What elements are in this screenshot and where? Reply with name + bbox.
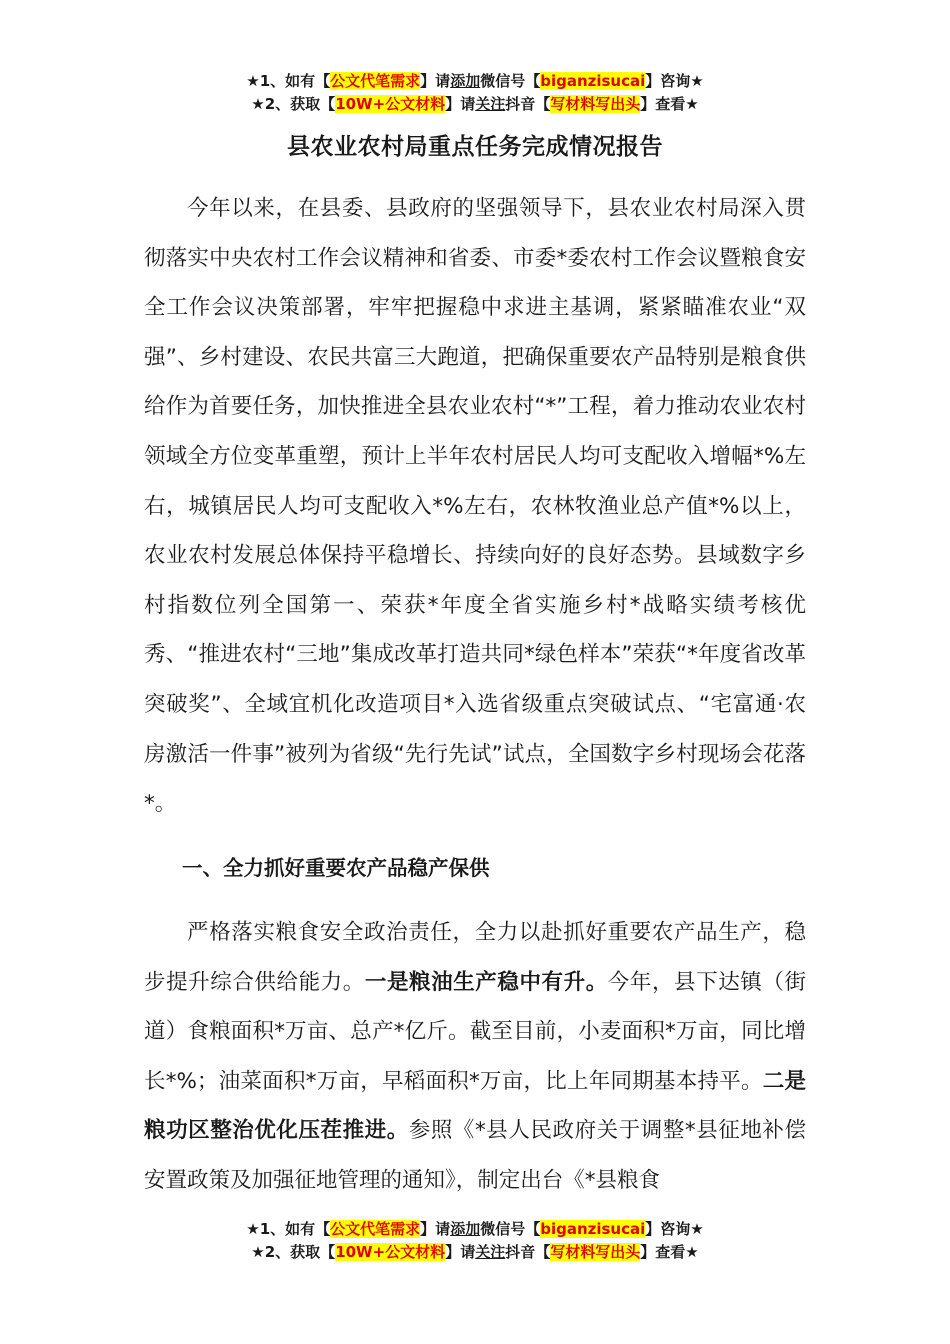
promo-text: 微信号【 [480,1220,541,1238]
promo-line-2 [0,1241,950,1264]
paragraph-text: 参照《*县人民政府关于调整*县征地补偿安置政策及加强征地管理的通知》，制定出台《*县粮食 [144,1118,806,1193]
promo-line-1 [0,70,950,93]
promo-text: 】请 [420,1220,451,1238]
paragraph-intro: 今年以来，在县委、县政府的坚强领导下，县农业农村局深入贯彻落实中央农村工作会议精神和省委、市委*委农村工作会议暨粮食安全工作会议决策部署，牢牢把握稳中求进主基调，紧紧瞄准农业“双强”、乡村建设、农民共富三大跑道，把确保重要农产品特别是粮食供给作为首要任务，加快推进全县农业农村“*”工程，着力推动农业农村领域全方位变革重塑，预计上半年农村居民人均可支配收入增幅*%左右，城镇居民人均可支配收入*%左右，农林牧渔业总产值*%以上，农业农村发展总体保持平稳增长、持续向好的良好态势。县域数字乡村指数位列全国第一、荣获*年度全省实施乡村*战略实绩考核优秀、“推进农村“三地”集成改革打造共同*绿色样本”荣获“*年度省改革突破奖”、全域宜机化改造项目*入选省级重点突破试点、“宅富通·农房激活一件事”被列为省级“先行先试”试点，全国数字乡村现场会花落*。 [144,196,806,817]
promo-highlight: biganzisucai [540,1220,646,1238]
promo-underline: 关注 [475,95,506,113]
promo-underline: 添加 [450,1220,481,1238]
promo-text: 】咨询★ [645,1220,704,1238]
promo-highlight: 公文代笔需求 [330,1220,421,1238]
promo-text: ★2、获取【 [251,1243,336,1261]
promo-highlight: 写材料写出头 [550,95,641,113]
promo-line-2 [0,93,950,116]
promo-text: 】咨询★ [645,72,704,90]
paragraph-text: 今年，县下达镇（街道）食粮面积*万亩、总产*亿斤。截至目前，小麦面积*万亩，同比增长*%；油菜面积*万亩，早稻面积*万亩，比上年同期基本持平。 [144,969,806,1094]
promo-line-1 [0,1218,950,1241]
promo-text: ★1、如有【 [246,1220,331,1238]
section-heading-1: 一、全力抓好重要农产品稳产保供 [182,856,490,880]
promo-underline: 添加 [450,72,481,90]
promo-banner-bottom [0,1218,950,1264]
promo-text: 】查看★ [640,95,699,113]
paragraph-bold-lead: 二是粮功区整治优化压茬推进。 [144,1068,806,1144]
promo-highlight: 写材料写出头 [550,1243,641,1261]
promo-text: 抖音【 [505,95,551,113]
promo-text: 】请 [445,95,476,113]
promo-text: 】请 [445,1243,476,1261]
promo-highlight: biganzisucai [540,72,646,90]
promo-text: 微信号【 [480,72,541,90]
promo-highlight: 10W+公文材料 [335,1243,446,1261]
promo-highlight: 10W+公文材料 [335,95,446,113]
document-title: 县农业农村局重点任务完成情况报告 [287,134,663,160]
promo-highlight: 公文代笔需求 [330,72,421,90]
promo-text: ★1、如有【 [246,72,331,90]
promo-text: 】查看★ [640,1243,699,1261]
paragraph-text: 严格落实粮食安全政治责任，全力以赴抓好重要农产品生产，稳步提升综合供给能力。 [144,920,806,995]
promo-banner-top [0,70,950,116]
paragraph-bold-lead: 一是粮油生产稳中有升。 [364,969,608,995]
promo-underline: 关注 [475,1243,506,1261]
promo-text: 】请 [420,72,451,90]
promo-text: 抖音【 [505,1243,551,1261]
promo-text: ★2、获取【 [251,95,336,113]
paragraph-section-1 [144,908,806,1206]
